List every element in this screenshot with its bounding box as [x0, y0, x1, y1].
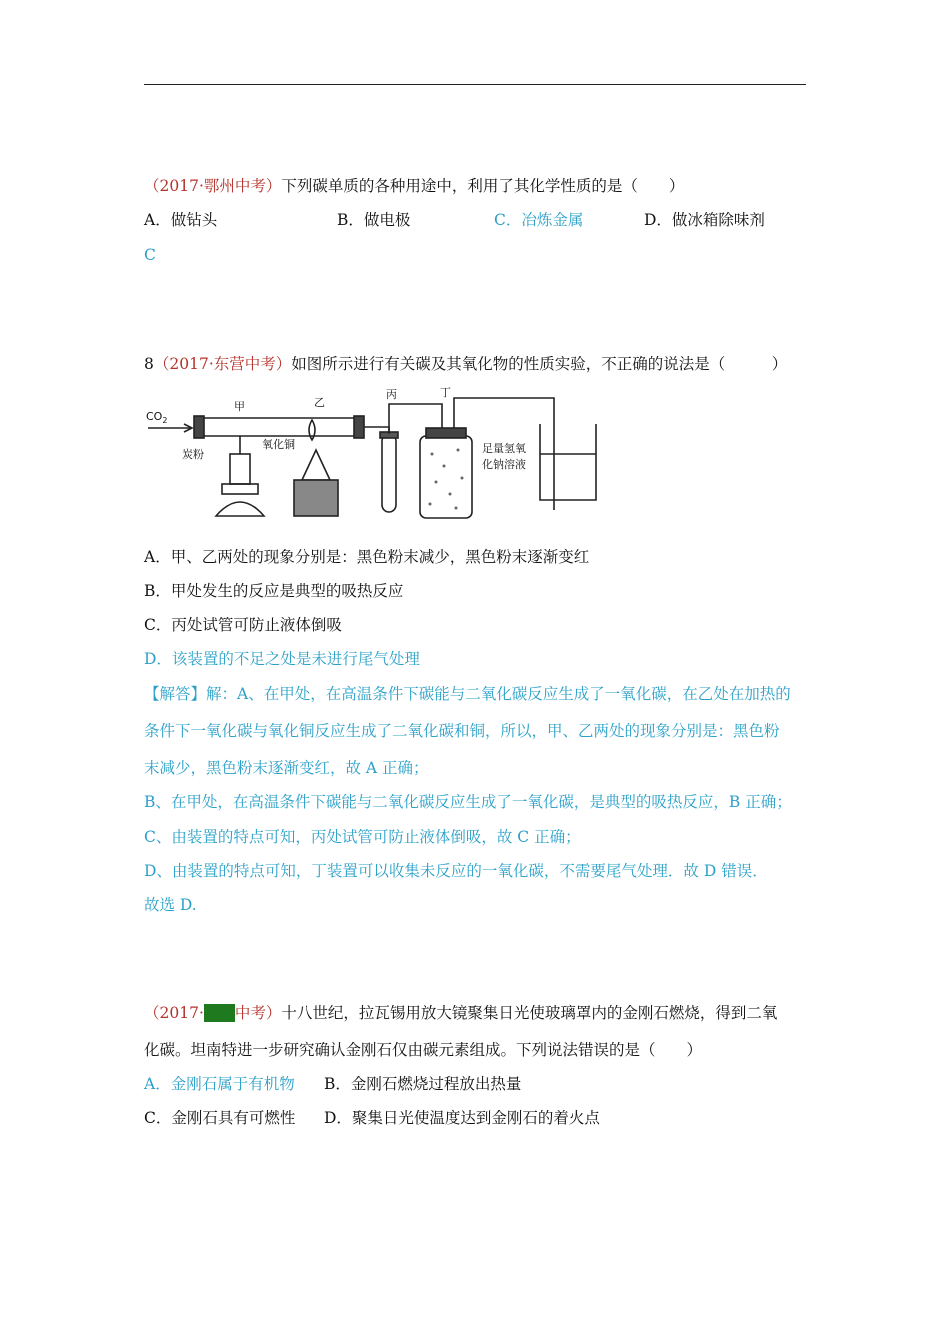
q2-option-b: B．甲处发生的反应是典型的吸热反应	[144, 582, 404, 600]
q1-option-a: A．做钻头	[144, 211, 218, 229]
label-bing: 丙	[386, 388, 397, 401]
q2-number: 8	[144, 355, 154, 373]
analysis-tag: 【解答】	[144, 685, 207, 703]
label-ding: 丁	[440, 386, 451, 399]
label-jia: 甲	[234, 400, 245, 413]
q2-analysis-line-2: 条件下一氧化碳与氧化铜反应生成了二氧化碳和铜，所以，甲、乙两处的现象分别是：黑色粉	[144, 722, 780, 740]
q2-analysis-line-3: 末减少，黑色粉末逐渐变红，故 A 正确；	[144, 759, 429, 777]
q3-stem-line-2: 化碳。坦南特进一步研究确认金刚石仅由碳元素组成。下列说法错误的是（ ）	[144, 1041, 703, 1059]
q2-stem: 如图所示进行有关碳及其氧化物的性质实验，不正确的说法是（ ）	[291, 355, 788, 373]
q1-source: （2017·鄂州中考）	[144, 177, 282, 195]
q3-source-highlight: 青岛	[203, 1004, 235, 1022]
q1-answer: C	[144, 246, 156, 264]
label-co2: $CO_2$	[146, 410, 168, 425]
label-copper-oxide: 氧化铜	[262, 438, 295, 451]
label-naoh-1: 足量氢氧	[482, 442, 526, 455]
q2-analysis-line-1: 【解答】解：A、在甲处，在高温条件下碳能与二氧化碳反应生成了一氧化碳，在乙处在加热的	[144, 685, 791, 703]
q1-option-c: C．冶炼金属	[494, 211, 584, 229]
q1-stem-line	[144, 175, 684, 197]
q2-option-c: C．丙处试管可防止液体倒吸	[144, 616, 342, 634]
q1-stem: 下列碳单质的各种用途中，利用了其化学性质的是（ ）	[281, 177, 685, 195]
q2-analysis-line-4: B、在甲处，在高温条件下碳能与二氧化碳反应生成了一氧化碳，是典型的吸热反应，B 正确；	[144, 793, 792, 811]
q2-stem-line	[144, 353, 787, 375]
label-carbon-powder: 炭粉	[182, 448, 204, 461]
experiment-apparatus-figure	[144, 384, 600, 526]
q3-option-d: D．聚集日光使温度达到金刚石的着火点	[324, 1109, 600, 1127]
label-yi: 乙	[314, 396, 325, 409]
q2-source: （2017·东营中考）	[153, 355, 292, 373]
q3-option-a: A．金刚石属于有机物	[144, 1075, 295, 1093]
q3-option-b: B．金刚石燃烧过程放出热量	[324, 1075, 522, 1093]
q2-analysis-line-6: D、由装置的特点可知，丁装置可以收集未反应的一氧化碳，不需要尾气处理．故 D 错误．	[144, 862, 768, 880]
label-naoh-2: 化钠溶液	[482, 458, 526, 471]
q1-option-b: B．做电极	[337, 211, 411, 229]
q2-option-d: D．该装置的不足之处是未进行尾气处理	[144, 650, 420, 668]
q2-option-a: A．甲、乙两处的现象分别是：黑色粉末减少，黑色粉末逐渐变红	[144, 548, 590, 566]
header-rule	[144, 84, 806, 85]
q3-source-prefix: （2017·	[144, 1004, 204, 1022]
q3-stem-line-1	[144, 1002, 777, 1024]
q2-analysis-line-5: C、由装置的特点可知，丙处试管可防止液体倒吸，故 C 正确；	[144, 828, 581, 846]
q1-option-d: D．做冰箱除味剂	[644, 211, 765, 229]
q3-option-c: C．金刚石具有可燃性	[144, 1109, 296, 1127]
q2-analysis-line-7: 故选 D.	[144, 896, 197, 914]
q3-stem-1: 十八世纪，拉瓦锡用放大镜聚集日光使玻璃罩内的金刚石燃烧，得到二氧	[281, 1004, 778, 1022]
q3-source-suffix: 中考）	[234, 1004, 282, 1022]
